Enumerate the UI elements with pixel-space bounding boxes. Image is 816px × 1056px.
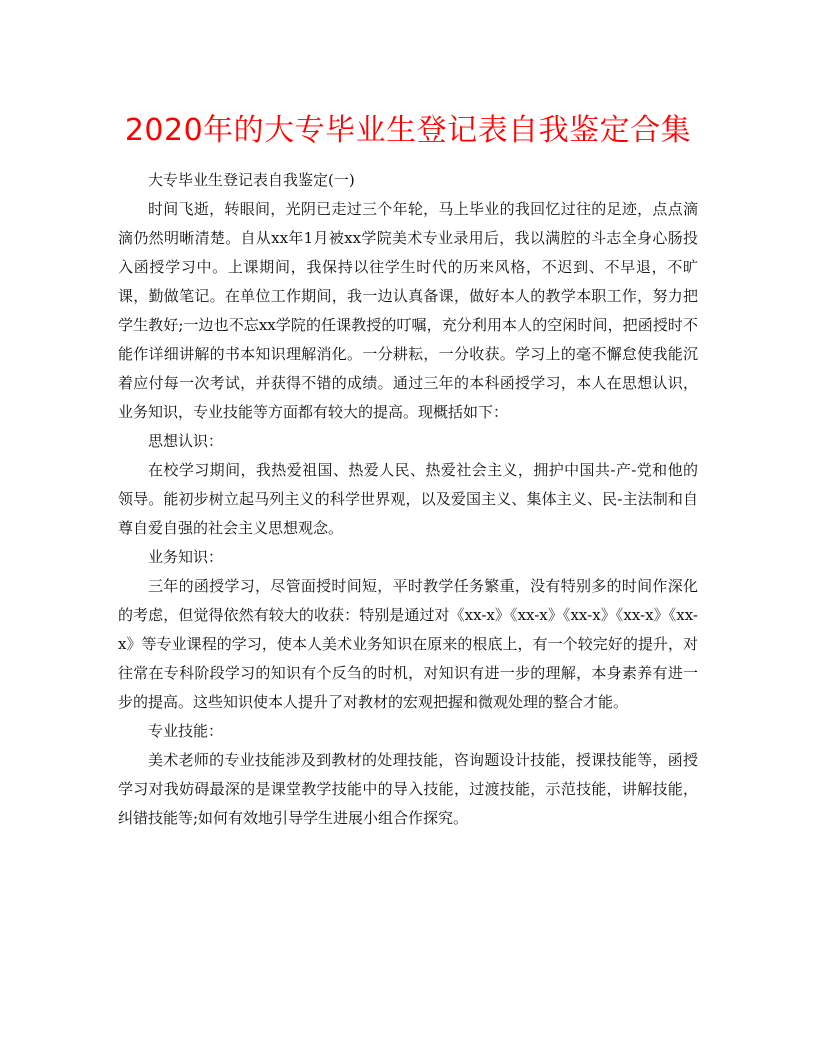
section-heading-professional-skills: 专业技能：	[148, 722, 224, 740]
section-heading-professional-knowledge: 业务知识：	[148, 548, 224, 566]
section-heading-ideology: 思想认识：	[148, 432, 224, 450]
document-body	[118, 166, 698, 833]
document-title: 2020年的大专毕业生登记表自我鉴定合集	[124, 113, 692, 148]
body-paragraph-ideology: 在校学习期间，我热爱祖国、热爱人民、热爱社会主义，拥护中国共-产-党和他的领导。能初步树立起马列主义的科学世界观，以及爱国主义、集体主义、民-主法制和自尊自爱自强的社会主义思想观念。	[118, 461, 698, 537]
body-paragraph-intro: 时间飞逝，转眼间，光阴已走过三个年轮，马上毕业的我回忆过往的足迹，点点滴滴仍然明晰清楚。自从xx年1月被xx学院美术专业录用后，我以满腔的斗志全身心肠投入函授学习中。上课期间，我保持以往学生时代的历来风格，不迟到、不早退，不旷课，勤做笔记。在单位工作期间，我一边认真备课，做好本人的教学本职工作，努力把学生教好;一边也不忘xx学院的任课教授的叮嘱，充分利用本人的空闲时间，把函授时不能作详细讲解的书本知识理解消化。一分耕耘，一分收获。学习上的毫不懈怠使我能沉着应付每一次考试，并获得不错的成绩。通过三年的本科函授学习，本人在思想认识，业务知识，专业技能等方面都有较大的提高。现概括如下：	[118, 200, 698, 421]
body-paragraph-professional-knowledge: 三年的函授学习，尽管面授时间短，平时教学任务繁重，没有特别多的时间作深化的考虑，但觉得依然有较大的收获：特别是通过对《xx-x》《xx-x》《xx-x》《xx-x》《xx-x》等专业课程的学习，使本人美术业务知识在原来的根底上，有一个较完好的提升，对往常在专科阶段学习的知识有个反刍的时机，对知识有进一步的理解，本身素养有进一步的提高。这些知识使本人提升了对教材的宏观把握和微观处理的整合才能。	[118, 577, 698, 711]
section-heading-appraisal-one: 大专毕业生登记表自我鉴定(一)	[148, 171, 355, 189]
body-paragraph-professional-skills: 美术老师的专业技能涉及到教材的处理技能，咨询题设计技能，授课技能等，函授学习对我妨碍最深的是课堂教学技能中的导入技能，过渡技能，示范技能，讲解技能，纠错技能等;如何有效地引导学生进展小组合作探究。	[118, 751, 698, 827]
